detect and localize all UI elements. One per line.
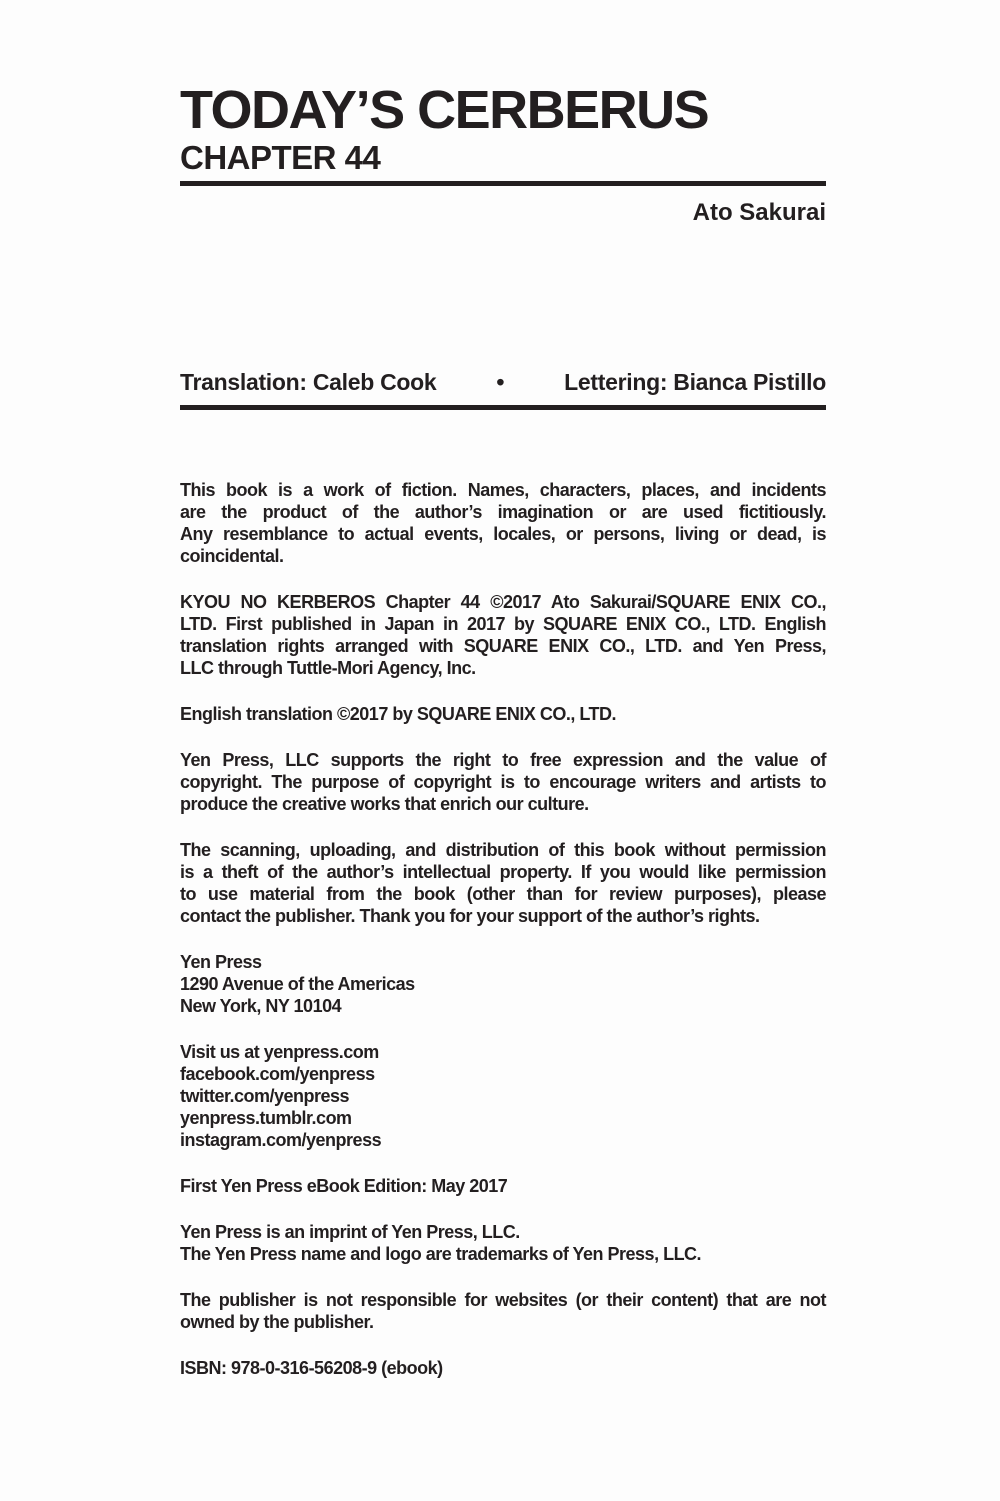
publisher-address-line: New York, NY 10104 bbox=[180, 996, 342, 1016]
website-disclaimer-line: owned by the publisher. bbox=[180, 1312, 374, 1332]
scanning-notice bbox=[180, 839, 826, 927]
japanese-copyright-line: KYOU NO KERBEROS Chapter 44 ©2017 Ato Sakurai/SQUARE ENIX CO., bbox=[180, 592, 826, 612]
japanese-copyright-line: LLC through Tuttle-Mori Agency, Inc. bbox=[180, 658, 476, 678]
publisher-address-line: Yen Press bbox=[180, 952, 262, 972]
isbn-line-line: ISBN: 978-0-316-56208-9 (ebook) bbox=[180, 1358, 443, 1378]
author-name: Ato Sakurai bbox=[692, 199, 826, 226]
scanning-notice-line: is a theft of the author’s intellectual property. If you would like permission bbox=[180, 862, 826, 882]
scanning-notice-line: to use material from the book (other than for review purposes), please bbox=[180, 884, 826, 904]
website-disclaimer bbox=[180, 1289, 826, 1333]
credits-row bbox=[180, 371, 826, 394]
edition-note bbox=[180, 1175, 826, 1197]
lettering-credit: Lettering: Bianca Pistillo bbox=[564, 369, 826, 395]
title-underline bbox=[180, 181, 826, 186]
credits-underline bbox=[180, 405, 826, 410]
free-expression-statement-line: copyright. The purpose of copyright is to encourage writers and artists to bbox=[180, 772, 826, 792]
translation-credit: Translation: Caleb Cook bbox=[180, 369, 437, 395]
fiction-disclaimer-line: This book is a work of fiction. Names, characters, places, and incidents bbox=[180, 480, 826, 500]
website-disclaimer-line: The publisher is not responsible for websites (or their content) that are not bbox=[180, 1290, 826, 1310]
japanese-copyright-line: translation rights arranged with SQUARE ENIX CO., LTD. and Yen Press, bbox=[180, 636, 826, 656]
scanning-notice-line: contact the publisher. Thank you for your support of the author’s rights. bbox=[180, 906, 760, 926]
free-expression-statement-line: produce the creative works that enrich our culture. bbox=[180, 794, 589, 814]
imprint-note bbox=[180, 1221, 826, 1265]
isbn-line bbox=[180, 1357, 826, 1379]
imprint-note-line: The Yen Press name and logo are trademarks of Yen Press, LLC. bbox=[180, 1244, 702, 1264]
copyright-body bbox=[180, 479, 826, 1379]
publisher-address-line: 1290 Avenue of the Americas bbox=[180, 974, 415, 994]
fiction-disclaimer-line: Any resemblance to actual events, locales, or persons, living or dead, is bbox=[180, 524, 826, 544]
publisher-links-line[interactable]: Visit us at yenpress.com bbox=[180, 1042, 379, 1062]
publisher-links-line[interactable]: yenpress.tumblr.com bbox=[180, 1108, 352, 1128]
japanese-copyright-line: LTD. First published in Japan in 2017 by SQUARE ENIX CO., LTD. English bbox=[180, 614, 826, 634]
publisher-links-line[interactable]: facebook.com/yenpress bbox=[180, 1064, 375, 1084]
free-expression-statement bbox=[180, 749, 826, 815]
book-title: TODAY’S CERBERUS bbox=[180, 80, 709, 140]
english-translation-copyright bbox=[180, 703, 826, 725]
publisher-links-line[interactable]: instagram.com/yenpress bbox=[180, 1130, 382, 1150]
bullet-separator-icon: • bbox=[496, 369, 505, 395]
english-translation-copyright-line: English translation ©2017 by SQUARE ENIX CO., LTD. bbox=[180, 704, 617, 724]
publisher-address bbox=[180, 951, 826, 1017]
chapter-heading: CHAPTER 44 bbox=[180, 139, 381, 176]
japanese-copyright bbox=[180, 591, 826, 679]
publisher-links-line[interactable]: twitter.com/yenpress bbox=[180, 1086, 350, 1106]
imprint-note-line: Yen Press is an imprint of Yen Press, LLC. bbox=[180, 1222, 520, 1242]
scanning-notice-line: The scanning, uploading, and distribution of this book without permission bbox=[180, 840, 826, 860]
fiction-disclaimer-line: coincidental. bbox=[180, 546, 284, 566]
edition-note-line: First Yen Press eBook Edition: May 2017 bbox=[180, 1176, 508, 1196]
fiction-disclaimer bbox=[180, 479, 826, 567]
fiction-disclaimer-line: are the product of the author’s imagination or are used fictitiously. bbox=[180, 502, 826, 522]
publisher-links bbox=[180, 1041, 826, 1151]
free-expression-statement-line: Yen Press, LLC supports the right to free expression and the value of bbox=[180, 750, 826, 770]
page-content bbox=[180, 0, 826, 1403]
